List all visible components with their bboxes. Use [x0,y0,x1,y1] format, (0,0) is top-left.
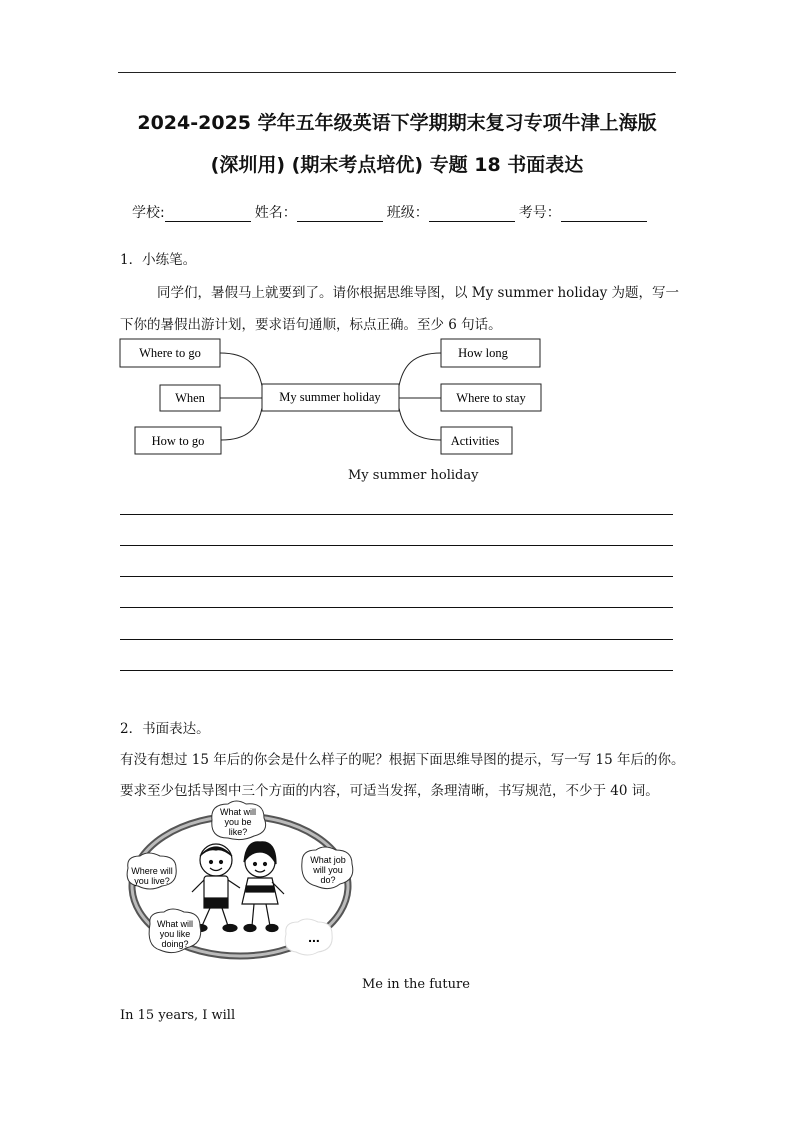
mindmap-node-how-to-go [135,427,221,454]
q2-instruction-2: 要求至少包括导图中三个方面的内容，可适当发挥，条理清晰，书写规范，不少于 40 词。 [120,783,659,799]
bubble-text: What will [219,807,257,817]
q1-instruction-2: 下你的暑假出游计划，要求语句通顺，标点正确。至少 6 句话。 [120,317,502,333]
bubble-text: What will [156,919,194,929]
bubble-what-will-you-like-doing [149,909,201,953]
bubble-what-will-you-be-like [212,801,266,840]
q2-number: 2．书面表达。 [120,721,210,737]
mindmap-node-label: Where to go [139,346,201,360]
title-line-1: 2024-2025 学年五年级英语下学期期末复习专项牛津上海版 [137,112,657,134]
future-mindmap-illustration [118,800,378,970]
top-rule [118,72,676,73]
title-line-2: (深圳用) (期末考点培优) 专题 18 书面表达 [210,154,584,176]
bubble-text: Where will [131,866,173,876]
mindmap-diagram [118,336,548,460]
bubble-text: ... [308,929,320,945]
mindmap-node-when [160,385,220,411]
mindmap-node-label: How to go [151,434,205,448]
mindmap-node-label: Where to stay [456,391,526,405]
q2-instruction-1: 有没有想过 15 年后的你会是什么样子的呢？根据下面思维导图的提示，写一写 15 年后的你。 [120,752,685,768]
q1-instruction-1: 同学们，暑假马上就要到了。请你根据思维导图，以 My summer holiday 为题，写一 [157,285,680,301]
exam-number-blank[interactable] [561,207,647,222]
class-blank[interactable] [429,207,515,222]
children-illustration [192,842,284,932]
writing-line-4[interactable] [120,607,673,608]
bubble-more [285,919,332,955]
bubble-text: do? [320,875,336,885]
writing-line-2[interactable] [120,545,673,546]
mindmap-node-where-to-stay [441,384,541,411]
writing-line-5[interactable] [120,639,673,640]
mindmap-node-label: How long [458,346,508,360]
bubble-text: you like [159,929,191,939]
bubble-text: will you [313,865,343,875]
q1-number: 1．小练笔。 [120,252,197,268]
bubble-text: you be [224,817,252,827]
mindmap-node-where-to-go [120,339,220,367]
mindmap-node-label: Activities [450,434,500,448]
bubble-text: doing? [161,939,189,949]
q2-starter: In 15 years, I will [120,1008,236,1023]
student-info-row [132,202,651,222]
mindmap-node-activities [441,427,512,454]
mindmap-center-node [262,384,399,411]
bubble-what-job-will-you-do [302,847,353,889]
school-blank[interactable] [165,207,251,222]
name-label: 姓名： [254,205,297,221]
mindmap-node-how-long [441,339,540,367]
bubble-text: What job [310,855,346,865]
bubble-where-will-you-live [127,853,176,889]
mindmap-center-label: My summer holiday [279,390,381,404]
writing-line-1[interactable] [120,514,673,515]
writing-line-3[interactable] [120,576,673,577]
school-label: 学校: [132,205,165,221]
name-blank[interactable] [297,207,383,222]
q2-caption: Me in the future [362,977,470,992]
mindmap-node-label: When [175,391,205,405]
q1-caption: My summer holiday [348,468,479,483]
exam-number-label: 考号： [518,205,561,221]
class-label: 班级： [386,205,429,221]
bubble-text: you live? [134,876,170,886]
bubble-text: like? [228,827,248,837]
writing-line-6[interactable] [120,670,673,671]
